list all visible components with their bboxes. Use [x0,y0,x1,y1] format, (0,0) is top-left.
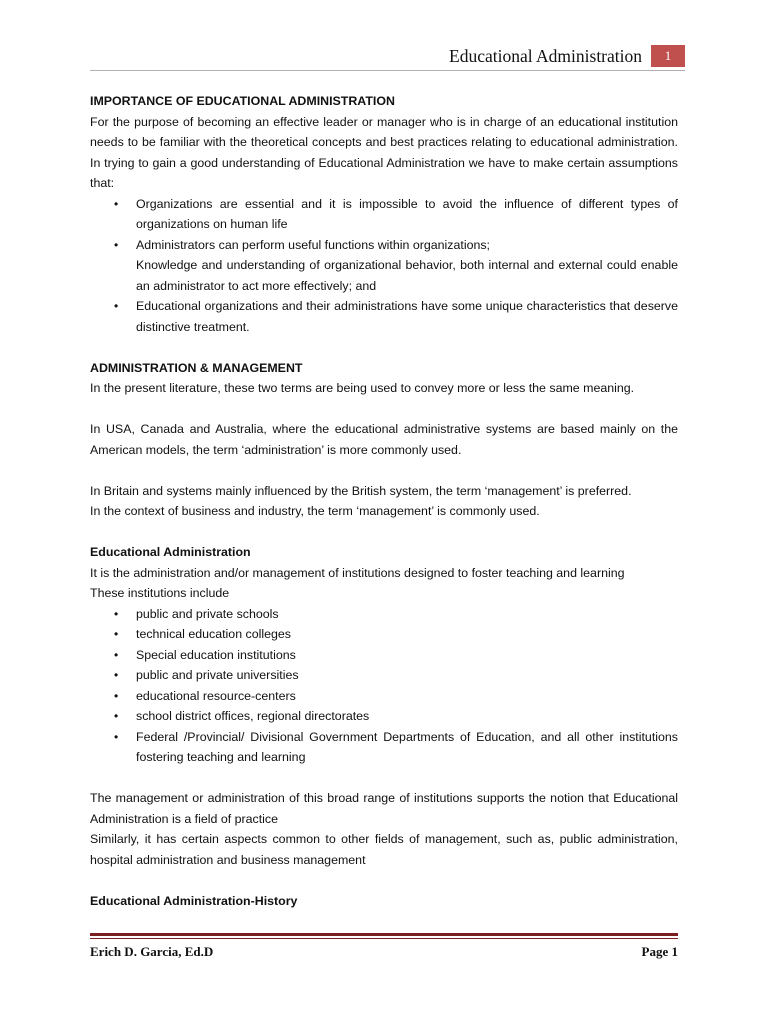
footer-divider-thin [90,938,678,939]
list-item-text: Organizations are essential and it is impossible to avoid the influence of different types of organizations on human life [136,196,678,231]
list-item [114,686,678,707]
section-heading-admin-management: ADMINISTRATION & MANAGEMENT [90,360,303,375]
list-item [114,706,678,727]
spacer [90,399,678,420]
bullet-icon: • [114,627,119,641]
footer-divider [90,933,678,936]
footer-row [90,944,678,966]
section-heading-educational-administration: Educational Administration [90,545,251,559]
assumptions-list [90,194,678,256]
bullet-icon: • [114,709,119,723]
spacer [90,870,678,891]
list-item [114,194,678,235]
list-item-text: school district offices, regional directorates [136,709,370,723]
list-item-text: educational resource-centers [136,688,296,703]
list-item-text: Administrators can perform useful functions within organizations; [136,237,490,252]
page-number-badge: 1 [651,45,685,67]
spacer [90,337,678,358]
list-item-text: public and private universities [136,668,299,682]
bullet-icon: • [114,668,119,682]
assumptions-list-continued [90,296,678,337]
bullet-icon: • [114,729,119,744]
bullet-icon: • [114,688,119,703]
list-item-text: Federal /Provincial/ Divisional Government Departments of Education, and all other institutions fostering teaching and learning [136,729,678,764]
section-heading-history: Educational Administration-History [90,893,298,908]
list-item [114,727,678,768]
list-continuation-text: Knowledge and understanding of organizational behavior, both internal and external could enable an administrator to act more effectively; and [136,258,678,293]
list-item-text: Special education institutions [136,647,296,662]
bullet-icon: • [114,647,119,662]
paragraph: These institutions include [90,586,230,600]
list-item [114,624,678,645]
header-divider [90,70,685,71]
intro-paragraph: For the purpose of becoming an effective leader or manager who is in charge of an educational institution needs to be familiar with the theoretical concepts and best practices relating to educational administration. In trying to gain a good understanding of Educational Administration we have to make certain assumptions that: [90,114,678,190]
list-item [114,235,678,256]
paragraph: The management or administration of this broad range of institutions supports the notion that Educational Administration is a field of practice [90,791,678,826]
list-item [114,645,678,666]
document-body [90,91,678,911]
paragraph: It is the administration and/or management of institutions designed to foster teaching and learning [90,565,625,580]
paragraph: In the present literature, these two terms are being used to convey more or less the same meaning. [90,381,635,395]
paragraph: Similarly, it has certain aspects common to other fields of management, such as, public administration, hospital administration and business management [90,832,678,867]
paragraph: In USA, Canada and Australia, where the educational administrative systems are based mainly on the American models, the term ‘administration’ is more commonly used. [90,422,678,457]
bullet-icon: • [114,196,119,211]
list-item [114,604,678,625]
list-item-text: public and private schools [136,606,279,621]
spacer [90,460,678,481]
list-item-text: technical education colleges [136,627,291,641]
bullet-icon: • [114,299,119,313]
bullet-icon: • [114,237,119,252]
footer-author: Erich D. Garcia, Ed.D [90,944,214,959]
spacer [90,768,678,789]
page-header [90,45,685,69]
spacer [90,522,678,543]
list-item-text: Educational organizations and their administrations have some unique characteristics that deserve distinctive treatment. [136,299,678,334]
institutions-list [90,604,678,768]
paragraph: In the context of business and industry, the term ‘management’ is commonly used. [90,504,540,518]
page-footer [90,933,678,966]
header-title: Educational Administration [449,46,642,66]
section-heading-importance: IMPORTANCE OF EDUCATIONAL ADMINISTRATION [90,94,395,108]
footer-page-number: Page 1 [641,944,678,959]
list-item [114,665,678,686]
list-item [114,296,678,337]
bullet-icon: • [114,606,119,621]
paragraph: In Britain and systems mainly influenced by the British system, the term ‘management’ is preferred. [90,483,632,498]
